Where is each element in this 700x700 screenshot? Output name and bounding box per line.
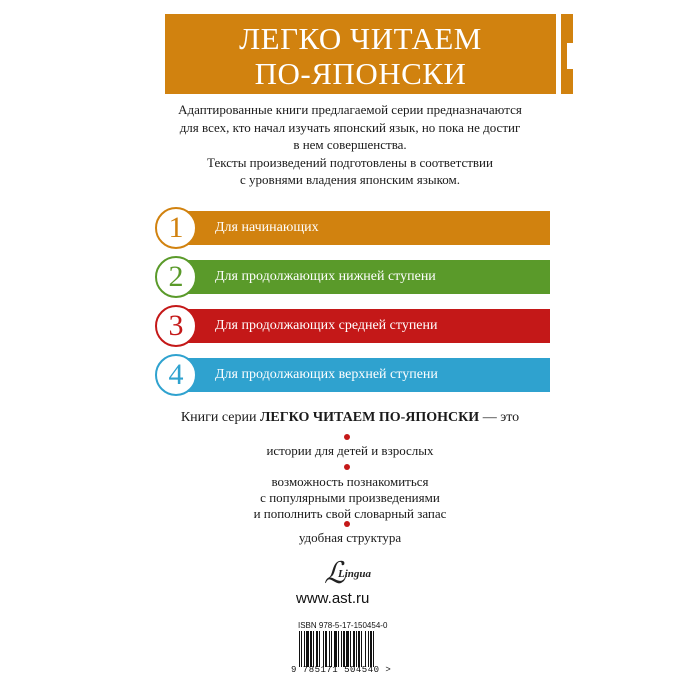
bullet-dot	[344, 464, 350, 470]
bullet-dot	[344, 521, 350, 527]
logo-word: Lingua	[338, 568, 372, 580]
level-2-number: 2	[155, 256, 197, 298]
level-2-label: Для продолжающих нижней ступени	[215, 269, 436, 284]
publisher-logo	[318, 558, 388, 590]
series-suffix: — это	[482, 410, 520, 425]
series-title-line2: ПО-ЯПОНСКИ	[254, 56, 467, 91]
series-name: ЛЕГКО ЧИТАЕМ ПО-ЯПОНСКИ	[259, 410, 480, 425]
feature-line: и пополнить свой словарный запас	[253, 506, 447, 521]
intro-line: с уровнями владения японским языком.	[240, 172, 460, 187]
level-4	[155, 354, 550, 396]
series-title-line1: ЛЕГКО ЧИТАЕМ	[239, 21, 482, 56]
feature-line: с популярными произведениями	[260, 490, 440, 505]
level-4-number: 4	[155, 354, 197, 396]
title-banner	[165, 14, 556, 94]
level-1-label: Для начинающих	[215, 220, 319, 235]
level-1	[155, 207, 550, 249]
isbn-text: ISBN 978-5-17-150454-0	[298, 621, 388, 630]
barcode-icon	[298, 631, 399, 667]
series-description	[150, 410, 550, 426]
banner-tab	[561, 14, 573, 94]
intro-line: для всех, кто начал изучать японский язык, но пока не достиг	[179, 119, 521, 135]
level-1-number: 1	[155, 207, 197, 249]
intro-text	[150, 101, 550, 189]
bullet-dot	[344, 434, 350, 440]
series-prefix: Книги серии	[180, 410, 257, 425]
level-2	[155, 256, 550, 298]
barcode-digits: 9 785171 504540 >	[291, 665, 392, 675]
intro-line: Тексты произведений подготовлены в соответствии	[207, 154, 493, 170]
level-3-label: Для продолжающих средней ступени	[215, 318, 438, 333]
level-3-number: 3	[155, 305, 197, 347]
intro-line: в нем совершенства.	[293, 137, 407, 152]
level-3	[155, 305, 550, 347]
publisher-url[interactable]: www.ast.ru	[296, 590, 370, 607]
feature-item	[150, 474, 550, 522]
level-4-label: Для продолжающих верхней ступени	[215, 367, 438, 382]
feature-line: возможность познакомиться	[271, 474, 429, 489]
logo-mark-icon: ℒ	[324, 556, 346, 591]
feature-item: истории для детей и взрослых	[266, 443, 434, 458]
intro-line: Адаптированные книги предлагаемой серии предназначаются	[178, 102, 522, 117]
feature-item: удобная структура	[298, 530, 402, 545]
